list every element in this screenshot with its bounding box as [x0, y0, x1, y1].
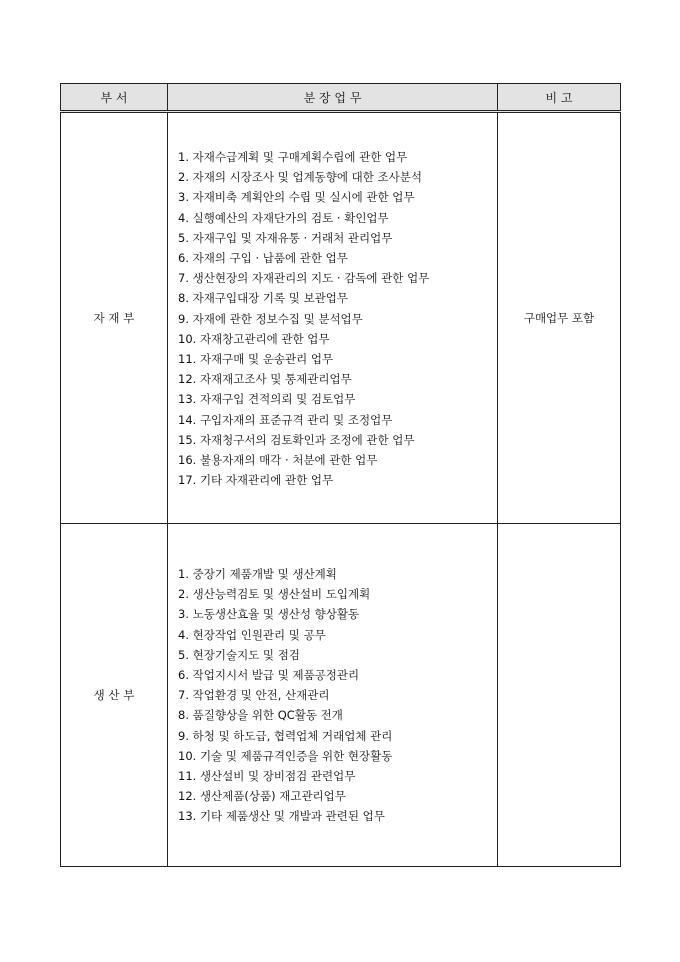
duty-item: 1. 자재수급계획 및 구매계획수립에 관한 업무 — [178, 150, 408, 164]
duty-item: 7. 생산현장의 자재관리의 지도 · 감독에 관한 업무 — [178, 271, 430, 286]
dept-cell: 생 산 부 — [61, 524, 168, 867]
duty-item: 2. 생산능력검토 및 생산설비 도입계획 — [178, 587, 371, 602]
duty-item: 3. 노동생산효율 및 생산성 향상활동 — [178, 607, 360, 622]
duty-item: 2. 자재의 시장조사 및 업계동향에 대한 조사분석 — [178, 170, 422, 185]
header-duties: 분 장 업 무 — [168, 84, 498, 112]
table-row — [61, 112, 621, 524]
duty-list — [168, 113, 497, 490]
duty-item: 12. 자재재고조사 및 통제관리업무 — [178, 372, 352, 387]
duty-item: 6. 자재의 구입 · 납품에 관한 업무 — [178, 251, 348, 266]
table-header-row — [61, 84, 621, 112]
duty-item: 11. 생산설비 및 장비점검 관련업무 — [178, 769, 356, 784]
header-dept: 부 서 — [61, 84, 168, 112]
duty-assignment-table — [60, 83, 621, 867]
header-note: 비 고 — [498, 84, 621, 112]
duty-item: 3. 자재비축 계획안의 수립 및 실시에 관한 업무 — [178, 190, 415, 205]
duty-item: 17. 기타 자재관리에 관한 업무 — [178, 473, 334, 488]
duty-item: 6. 작업지시서 발급 및 제품공정관리 — [178, 668, 360, 683]
duty-item: 13. 기타 제품생산 및 개발과 관련된 업무 — [178, 809, 385, 824]
duty-item: 8. 자재구입대장 기록 및 보관업무 — [178, 291, 349, 306]
duty-item: 8. 품질향상을 위한 QC활동 전개 — [178, 708, 343, 723]
duty-item: 14. 구입자재의 표준규격 관리 및 조정업무 — [178, 412, 393, 427]
duty-item: 5. 자재구입 및 자재유통 · 거래처 관리업무 — [178, 230, 393, 245]
duty-item: 10. 자재창고관리에 관한 업무 — [178, 331, 330, 346]
duty-item: 9. 자재에 관한 정보수집 및 분석업무 — [178, 311, 363, 326]
duty-item: 13. 자재구입 견적의뢰 및 검토업무 — [178, 392, 356, 407]
duty-item: 1. 중장기 제품개발 및 생산계획 — [178, 567, 337, 581]
duty-item: 11. 자재구매 및 운송관리 업무 — [178, 352, 334, 367]
note-cell: 구매업무 포함 — [498, 112, 621, 524]
note-cell — [498, 524, 621, 867]
duty-list — [168, 524, 497, 827]
duty-item: 16. 불용자재의 매각 · 처분에 관한 업무 — [178, 453, 378, 468]
duty-item: 10. 기술 및 제품규격인증을 위한 현장활동 — [178, 748, 393, 763]
duty-item: 15. 자재청구서의 검토확인과 조정에 관한 업무 — [178, 432, 415, 447]
duty-item: 4. 실행예산의 자재단가의 검토 · 확인업무 — [178, 210, 389, 225]
duty-item: 9. 하청 및 하도급, 협력업체 거래업체 관리 — [178, 728, 393, 743]
duty-item: 12. 생산제품(상품) 재고관리업무 — [178, 789, 346, 804]
table-row — [61, 524, 621, 867]
duties-cell — [168, 112, 498, 524]
dept-cell: 자 재 부 — [61, 112, 168, 524]
duty-item: 4. 현장작업 인원관리 및 공무 — [178, 627, 326, 642]
duty-item: 5. 현장기술지도 및 점검 — [178, 647, 300, 662]
duty-item: 7. 작업환경 및 안전, 산재관리 — [178, 688, 330, 703]
duties-cell — [168, 524, 498, 867]
